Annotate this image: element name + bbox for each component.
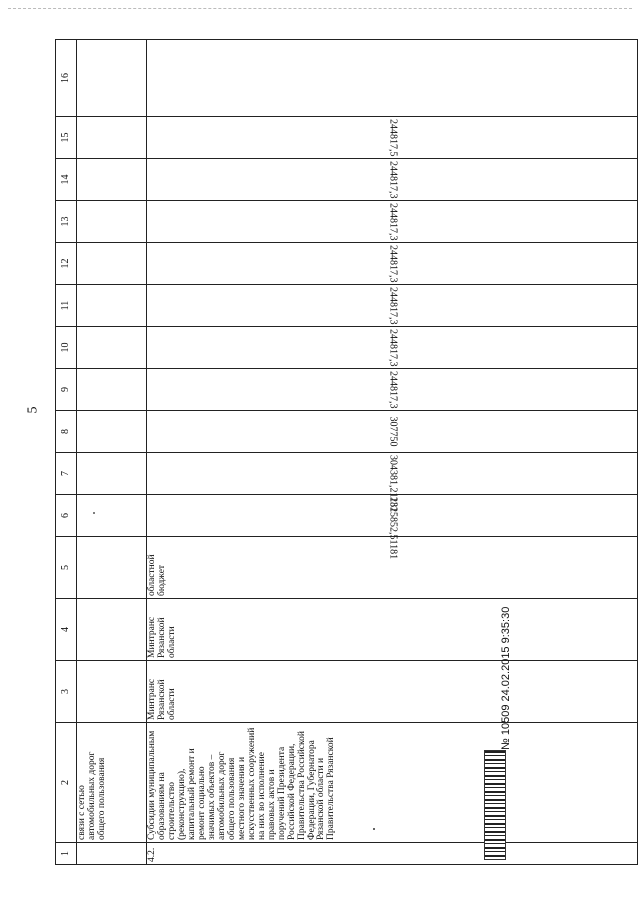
table-cell: [77, 201, 147, 243]
header-cell: 4: [56, 599, 77, 661]
header-cell: 10: [56, 327, 77, 369]
table-cell: [77, 453, 147, 495]
table-cell: [77, 599, 147, 661]
table-cell: [77, 40, 147, 117]
funding-source: областной бюджет: [147, 537, 638, 599]
registration-stamp: № 10509 24.02.2015 9:35:30: [500, 606, 512, 750]
header-cell: 3: [56, 661, 77, 723]
header-cell: 1: [56, 843, 77, 865]
table-cell: [77, 661, 147, 723]
row-number: 4.2.: [147, 843, 638, 865]
header-cell: 13: [56, 201, 77, 243]
page-number: 5: [25, 406, 41, 414]
value-year: 244817,3: [147, 201, 638, 243]
table-cell: [77, 369, 147, 411]
header-cell: 7: [56, 453, 77, 495]
rotated-table-container: [55, 40, 638, 865]
table-cell: [77, 159, 147, 201]
header-cell: 12: [56, 243, 77, 285]
header-row: [56, 40, 77, 865]
table-cell: [77, 537, 147, 599]
barcode-image: [484, 750, 506, 860]
header-cell: 8: [56, 411, 77, 453]
value-year: 244817,5: [147, 117, 638, 159]
table-cell: [77, 843, 147, 865]
table-cell: [77, 285, 147, 327]
budget-table: [55, 39, 638, 865]
header-cell: 14: [56, 159, 77, 201]
table-cell: [77, 117, 147, 159]
header-cell: 5: [56, 537, 77, 599]
value-year: 304381,21181: [147, 453, 638, 495]
table-cell-empty: [147, 40, 638, 117]
value-year: 244817,3: [147, 369, 638, 411]
responsible-executor: Минтранс Рязанской области: [147, 661, 638, 723]
top-rule: [8, 8, 632, 9]
value-year: 244817,3: [147, 327, 638, 369]
measure-description: Субсидии муниципальным образованиям на строительство (реконструкцию), капитальный ремонт и ремонт социально значимых объектов – автомобильных дорог общего пользования местного значения и искусственных сооружений на них во исполнение правовых актов и поручений Президента Российской Федерации, Правительства Российской Федерации, Губернатора Рязанской области и Правительства Рязанской: [147, 723, 638, 843]
table-cell: [77, 411, 147, 453]
header-cell: 11: [56, 285, 77, 327]
table-cell: [77, 495, 147, 537]
co-executor: Минтранс Рязанской области: [147, 599, 638, 661]
table-cell: [77, 243, 147, 285]
header-cell: 16: [56, 40, 77, 117]
scan-speck: [93, 512, 95, 514]
table-cell-description: связи с сетью автомобильных дорог общего пользования: [77, 723, 147, 843]
value-year: 307750: [147, 411, 638, 453]
value-year: 244817,3: [147, 285, 638, 327]
table-row-continuation: [77, 40, 147, 865]
value-year: 244817,3: [147, 159, 638, 201]
table-row-4-2: [147, 40, 638, 865]
table-cell: [77, 327, 147, 369]
value-total: 2325852,51181: [147, 495, 638, 537]
value-year: 244817,3: [147, 243, 638, 285]
header-cell: 15: [56, 117, 77, 159]
scan-speck: [373, 828, 375, 830]
header-cell: 2: [56, 723, 77, 843]
header-cell: 6: [56, 495, 77, 537]
header-cell: 9: [56, 369, 77, 411]
